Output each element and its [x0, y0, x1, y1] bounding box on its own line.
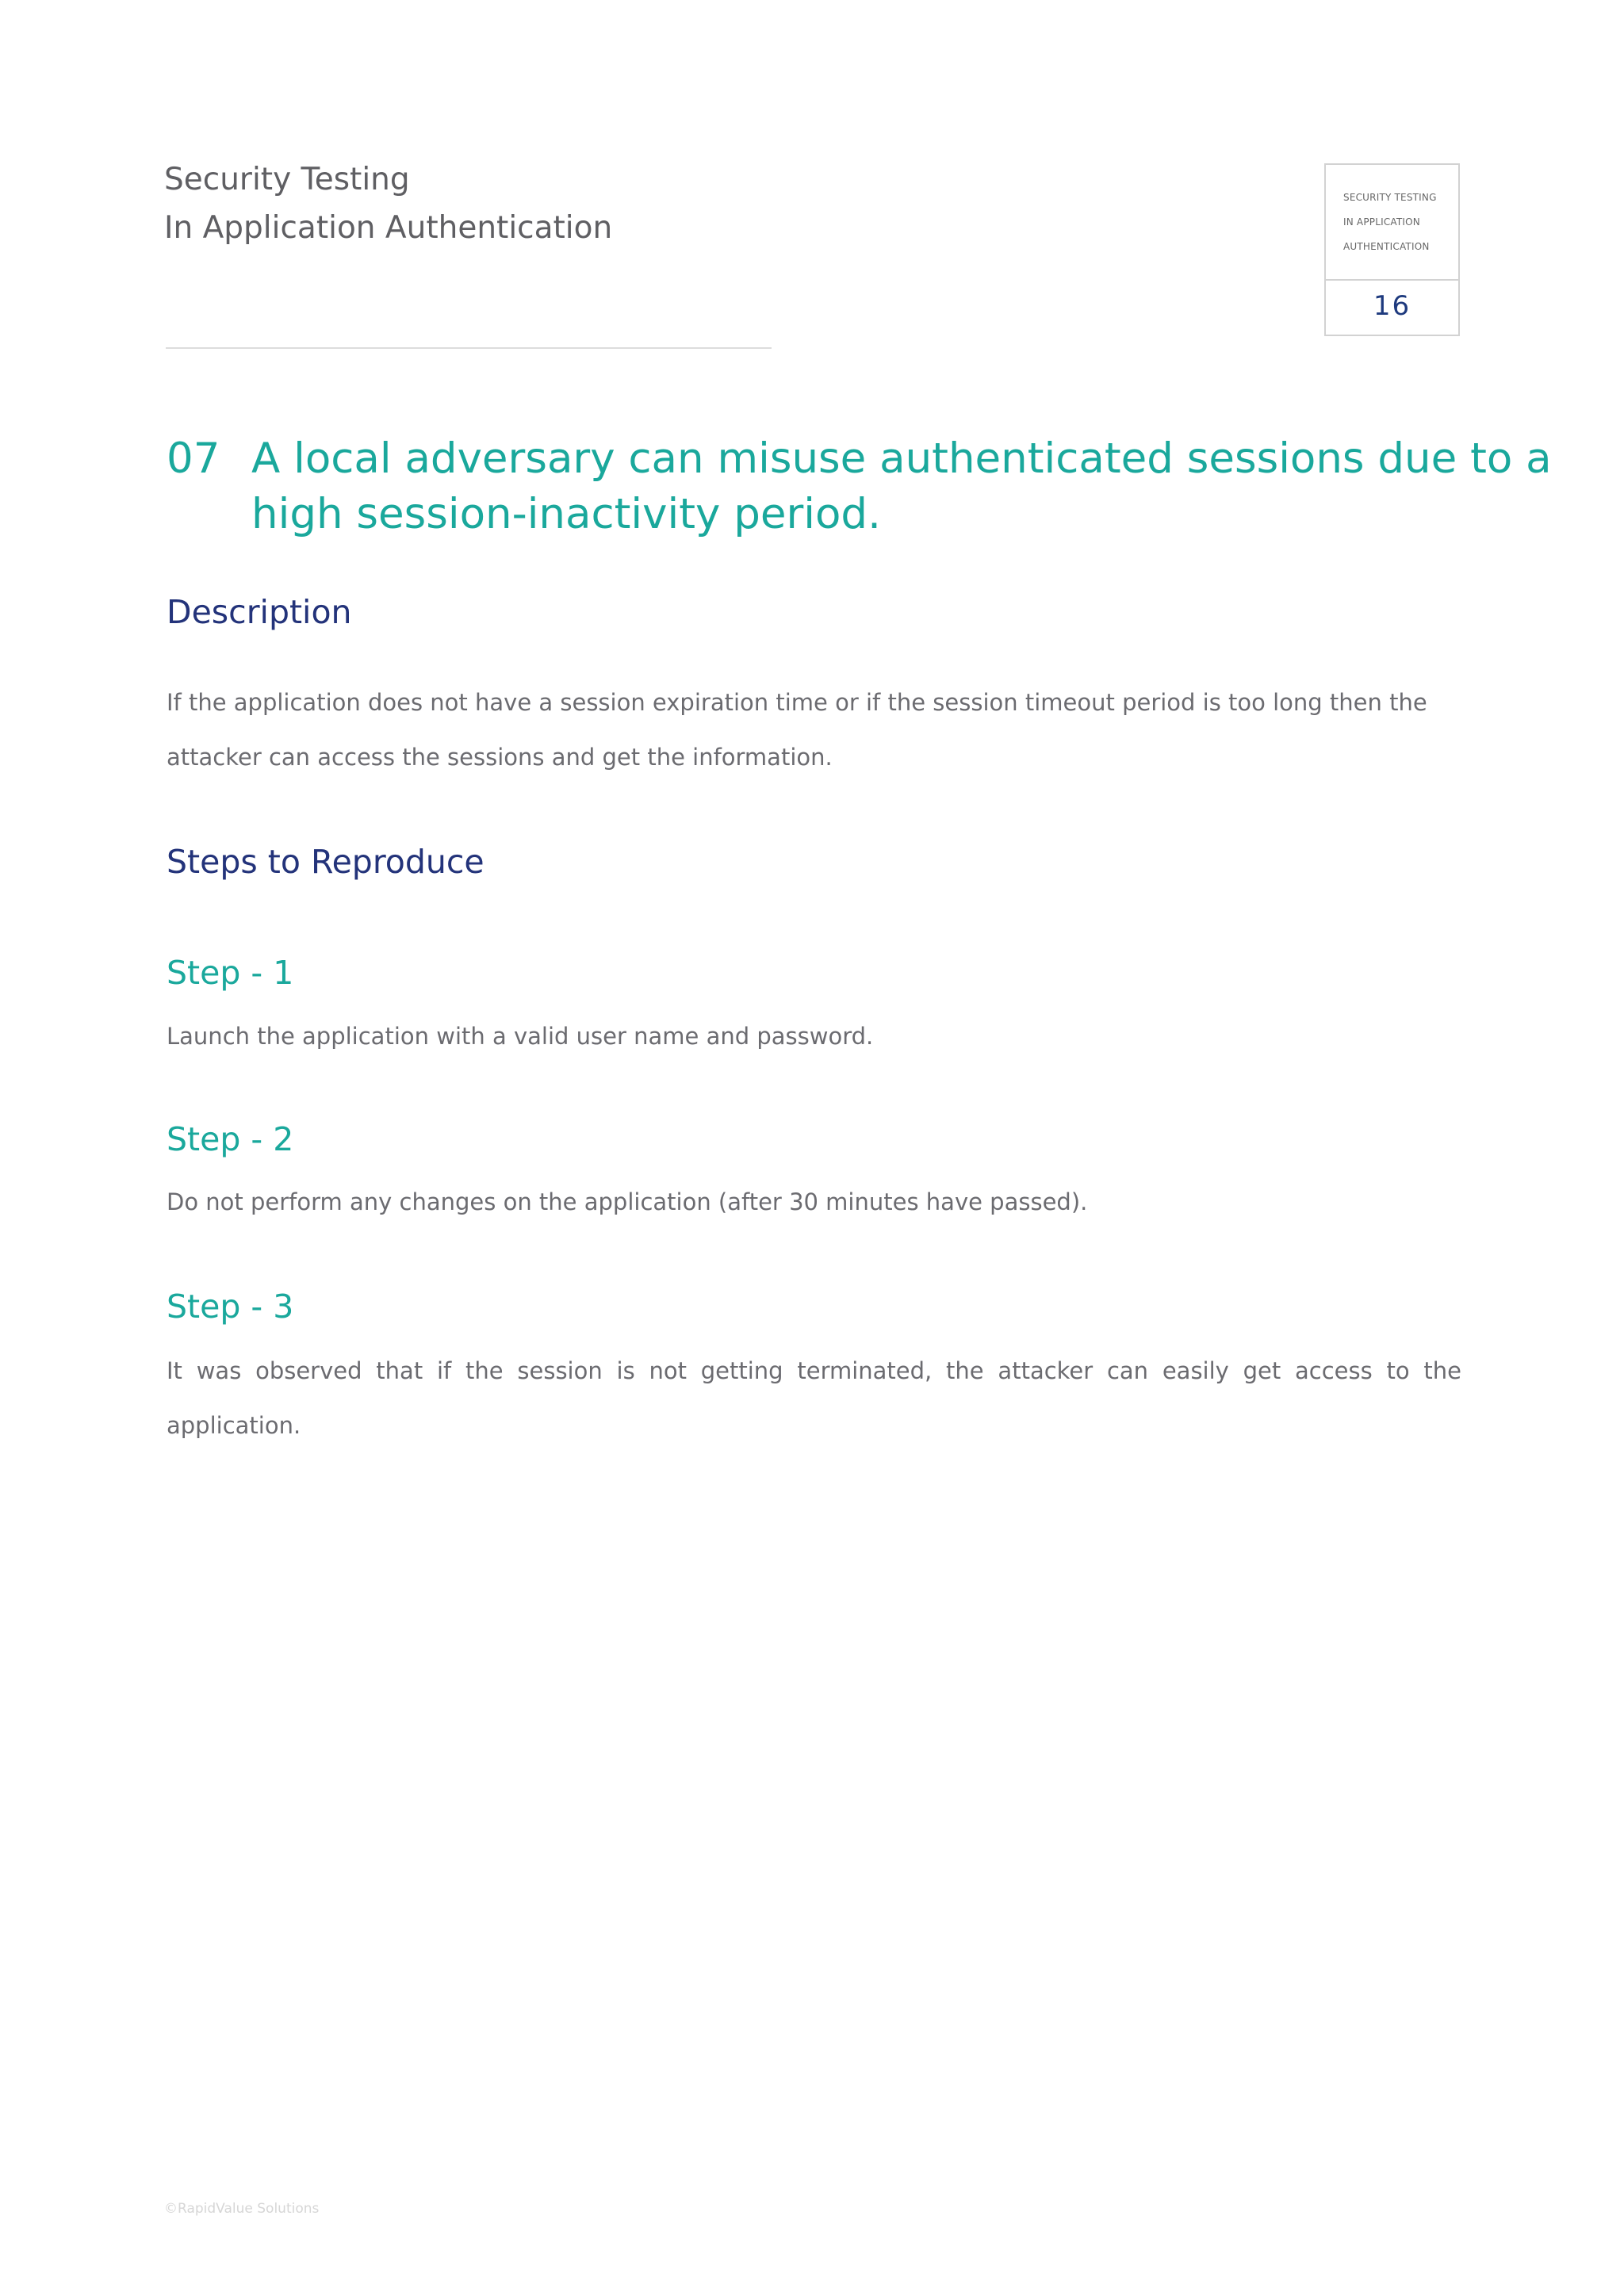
document-title — [164, 155, 612, 252]
badge-divider — [1326, 279, 1458, 281]
description-heading: Description — [167, 593, 352, 631]
badge-label — [1343, 186, 1437, 259]
header-divider — [166, 347, 772, 349]
step-2-text: Do not perform any changes on the application (after 30 minutes have passed). — [167, 1188, 1088, 1215]
step-1-heading: Step - 1 — [167, 954, 294, 992]
page-number: 16 — [1373, 290, 1411, 322]
badge-label-line-1: SECURITY TESTING — [1343, 192, 1437, 203]
step-1-text: Launch the application with a valid user name and password. — [167, 1023, 874, 1050]
finding-number: 07 — [167, 434, 220, 483]
page-badge — [1324, 163, 1460, 336]
steps-heading: Steps to Reproduce — [167, 843, 485, 881]
badge-label-line-3: AUTHENTICATION — [1343, 241, 1430, 252]
finding-title: A local adversary can misuse authenticated sessions due to a high session-inactivity period. — [251, 434, 1552, 538]
badge-label-line-2: IN APPLICATION — [1343, 216, 1420, 228]
description-text: If the application does not have a session expiration time or if the session timeout period is too long then the attacker can access the sessions and get the information. — [167, 689, 1427, 771]
step-3-heading: Step - 3 — [167, 1288, 294, 1326]
document-title-line-1: Security Testing — [164, 162, 410, 197]
document-title-line-2: In Application Authentication — [164, 210, 613, 246]
step-3-text: It was observed that if the session is not getting terminated, the attacker can easily get access to the application. — [167, 1357, 1461, 1439]
footer-copyright: ©RapidValue Solutions — [164, 2201, 320, 2217]
step-2-heading: Step - 2 — [167, 1120, 294, 1158]
